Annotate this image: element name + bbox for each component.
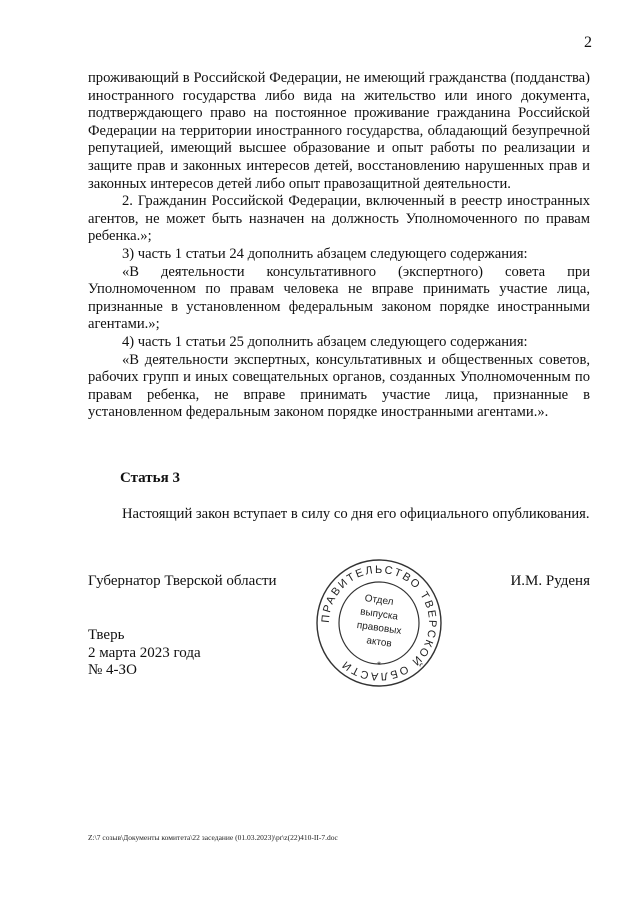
paragraph-item-2: 2. Гражданин Российской Федерации, включенный в реестр иностранных агентов, не может быть назначен на должность Уполномоченного по правам ребенка.»; xyxy=(88,193,590,245)
stamp-inner-text xyxy=(315,594,443,650)
place-date-block xyxy=(88,627,201,680)
stamp-ring-text: ПРАВИТЕЛЬСТВО ТВЕРСКОЙ ОБЛАСТИ xyxy=(319,563,439,683)
article-title: Статья 3 xyxy=(120,470,180,486)
svg-text:*: * xyxy=(377,660,381,670)
official-stamp xyxy=(315,558,443,688)
law-number: № 4-ЗО xyxy=(88,662,137,678)
city: Тверь xyxy=(88,627,125,643)
paragraph-quote-art24: «В деятельности консультативного (экспертного) совета при Уполномоченном по правам человека не вправе принимать участие лица, признанные в установленном федеральным законом порядке иностранными агентами.»; xyxy=(88,263,590,333)
paragraph-quote-art25: «В деятельности экспертных, консультативных и общественных советов, рабочих групп и иных совещательных органов, созданных Уполномоченным по правам ребенка, не вправе принимать участие лица, признанные в установленном федеральным законом порядке иностранными агентами.». xyxy=(88,351,590,421)
paragraph-amendment-4: 4) часть 1 статьи 25 дополнить абзацем следующего содержания: xyxy=(122,333,528,350)
stamp-line: правовых xyxy=(356,619,403,638)
law-date: 2 марта 2023 года xyxy=(88,644,201,661)
signatory-title: Губернатор Тверской области xyxy=(88,573,277,589)
stamp-line: выпуска xyxy=(359,606,399,623)
paragraph-amendment-3: 3) часть 1 статьи 24 дополнить абзацем следующего содержания: xyxy=(122,245,528,262)
stamp-line: Отдел xyxy=(363,593,395,608)
footer-file-path: Z:\7 созыв\Документы комитета\22 заседание (01.03.2023)\pr\z(22)410-II-7.doc xyxy=(88,833,338,842)
page-number: 2 xyxy=(584,34,592,51)
paragraph-continuation: проживающий в Российской Федерации, не имеющий гражданства (подданства) иностранного государства либо вида на жительство или иного документа, подтверждающего право на постоянное проживание гражданина Российской Федерации на территории иностранного государства, обладающий безупречной репутацией, имеющий высшее образование и опыт работы по реализации и защите прав и законных интересов детей, восстановлению нарушенных прав и законных интересов детей либо опыт правозащитной деятельности. xyxy=(88,70,590,192)
article-text: Настоящий закон вступает в силу со дня его официального опубликования. xyxy=(122,506,590,522)
stamp-line: актов xyxy=(365,635,393,650)
law-body-text xyxy=(88,70,590,422)
signatory-name: И.М. Руденя xyxy=(510,573,590,589)
